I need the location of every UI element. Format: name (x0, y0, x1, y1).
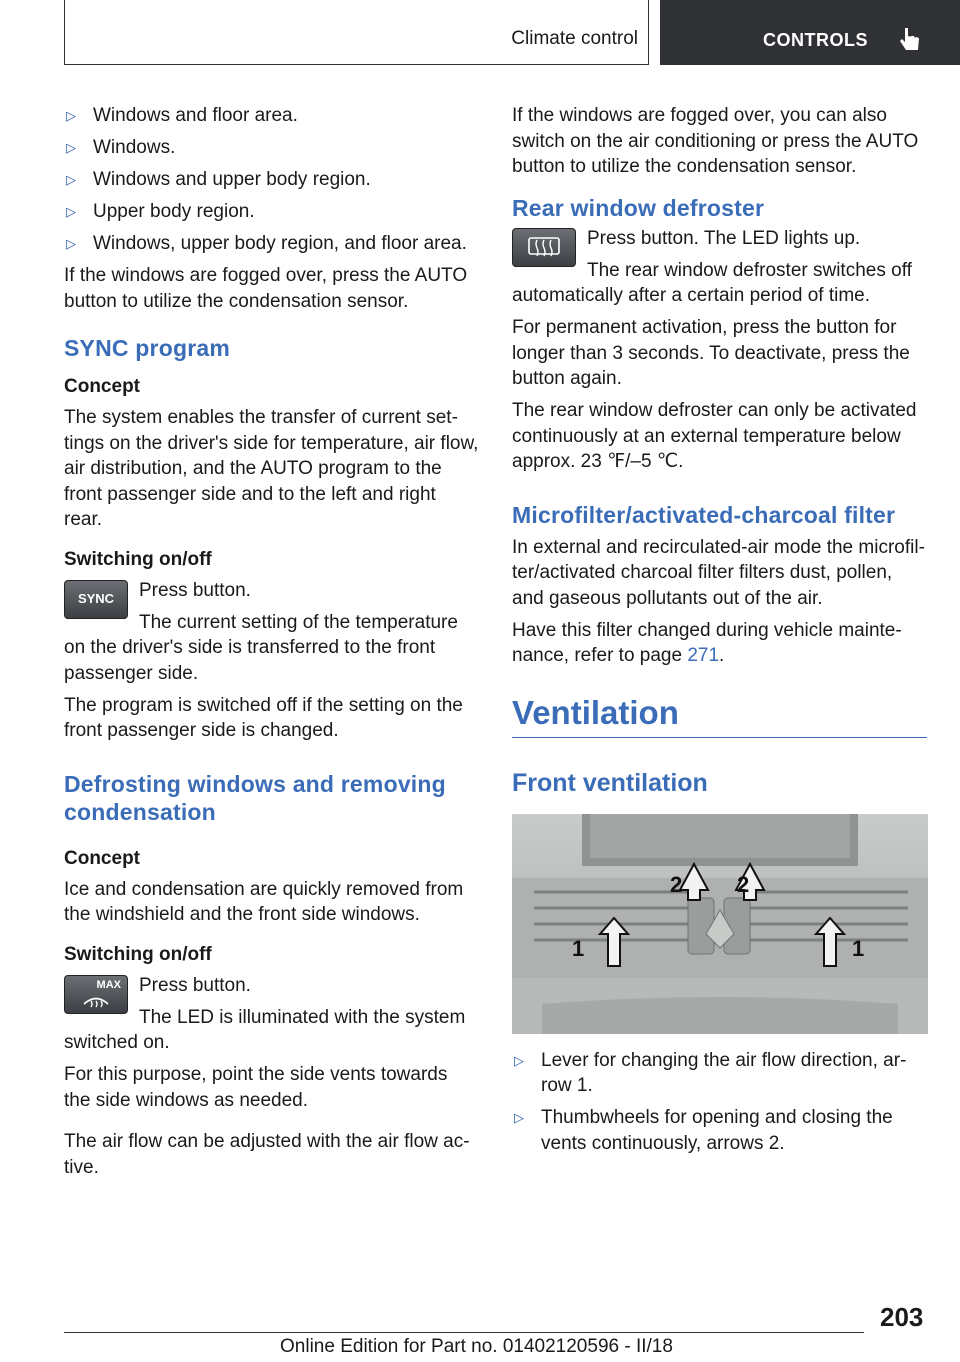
header-chapter-tab (660, 0, 960, 65)
rear-press-text: Press button. The LED lights up. (587, 227, 861, 249)
rear-continuous-text: The rear window defroster can only be activated continuously at an external temperature below approx. 23 ℉/‒5 ℃. (512, 400, 917, 472)
front-ventilation-heading: Front ventilation (512, 768, 708, 797)
footer-divider (64, 1332, 864, 1333)
sync-button-row (64, 578, 479, 687)
rear-defroster-heading: Rear window defroster (512, 194, 765, 221)
filter-text: In external and recirculated-air mode the microfil‐ter/activated charcoal filter filters dust, pollen, and gaseous pollutants out of the air. (512, 536, 925, 609)
filter-heading: Microfilter/activated-charcoal filter (512, 501, 896, 528)
ventilation-heading: Ventilation (512, 693, 927, 738)
right-fogged-paragraph: If the windows are fogged over, you can also switch on the air conditioning or press the AUTO button to utilize the condensation sensor. (512, 105, 919, 177)
defrost-concept-text: Ice and condensation are quickly removed from the windshield and the front side windows. (64, 878, 464, 925)
defrost-press-text: Press button. (139, 974, 251, 996)
defrost-concept-heading: Concept (64, 847, 140, 869)
sync-press-text: Press button. (139, 579, 251, 601)
arrow-label-2-left: 2 (670, 871, 683, 897)
list-item: ▷ Windows and floor area. (66, 105, 298, 126)
fogged-paragraph: If the windows are fogged over, press the AUTO button to utilize the condensation sensor. (64, 265, 468, 312)
max-button-row (64, 973, 479, 1056)
sync-switch-heading: Switching on/off (64, 548, 212, 570)
footer-edition: Online Edition for Part no. 01402120596 - II/18 (280, 1336, 673, 1357)
defrost-led-text: The LED is illuminated with the system switched on. (64, 1006, 466, 1053)
rear-permanent-text: For permanent activation, press the button for longer than 3 seconds. To deactivate, press the button again. (512, 317, 910, 389)
sync-concept-text: The system enables the transfer of current set‐tings on the driver's side for temperature, air flow, air distribution, and the AUTO program to the front passenger side and to the left and right rear. (64, 407, 479, 530)
left-column (64, 103, 479, 1187)
arrow-label-1-right: 1 (852, 935, 865, 961)
defrost-purpose-text: For this purpose, point the side vents towards the side windows as needed. (64, 1064, 448, 1111)
front-ventilation-photo (512, 814, 928, 1034)
list-item: ▷ Upper body region. (66, 201, 255, 222)
sync-off-text: The program is switched off if the setting on the front passenger side is changed. (64, 694, 463, 741)
hand-pointer-icon (898, 26, 922, 54)
defrost-airflow-text: The air flow can be adjusted with the air flow ac‐tive. (64, 1131, 470, 1178)
list-item: ▷ Windows, upper body region, and floor area. (66, 233, 467, 254)
right-column (512, 103, 927, 1163)
header-section-title: Climate control (511, 28, 638, 49)
filter-maintenance-text: Have this filter changed during vehicle mainte‐nance, refer to page 271. (512, 619, 902, 666)
page-number: 203 (880, 1302, 924, 1332)
rear-window-defrost-icon (526, 235, 562, 259)
list-item: ▷ Windows and upper body region. (66, 169, 371, 190)
list-item: ▷ Lever for changing the air flow direction, ar‐row 1. (514, 1049, 907, 1096)
rear-defroster-button-row (512, 226, 927, 309)
header-chapter-label: CONTROLS (763, 30, 868, 50)
rear-auto-off-text: The rear window defroster switches off automatically after a certain period of time. (512, 259, 912, 306)
windshield-defrost-icon (81, 991, 111, 1009)
list-item: ▷ Thumbwheels for opening and closing the vents continuously, arrows 2. (514, 1107, 893, 1154)
arrow-label-2-right: 2 (737, 871, 750, 897)
sync-button-icon: SYNC (64, 580, 128, 619)
sync-concept-heading: Concept (64, 376, 140, 397)
vent-illustration (512, 814, 928, 1034)
defrost-switch-heading: Switching on/off (64, 943, 212, 965)
arrow-label-1-left: 1 (572, 935, 585, 961)
sync-heading: SYNC program (64, 335, 230, 361)
page-271-link[interactable]: 271 (687, 645, 720, 666)
sync-current-text: The current setting of the temperature on the driver's side is transferred to the front passenger side. (64, 611, 458, 684)
list-item: ▷ Windows. (66, 137, 176, 158)
defrost-heading: Defrosting windows and removing condensation (64, 770, 446, 825)
max-defrost-button-icon: MAX (64, 975, 128, 1014)
rear-defroster-button-icon (512, 228, 576, 267)
